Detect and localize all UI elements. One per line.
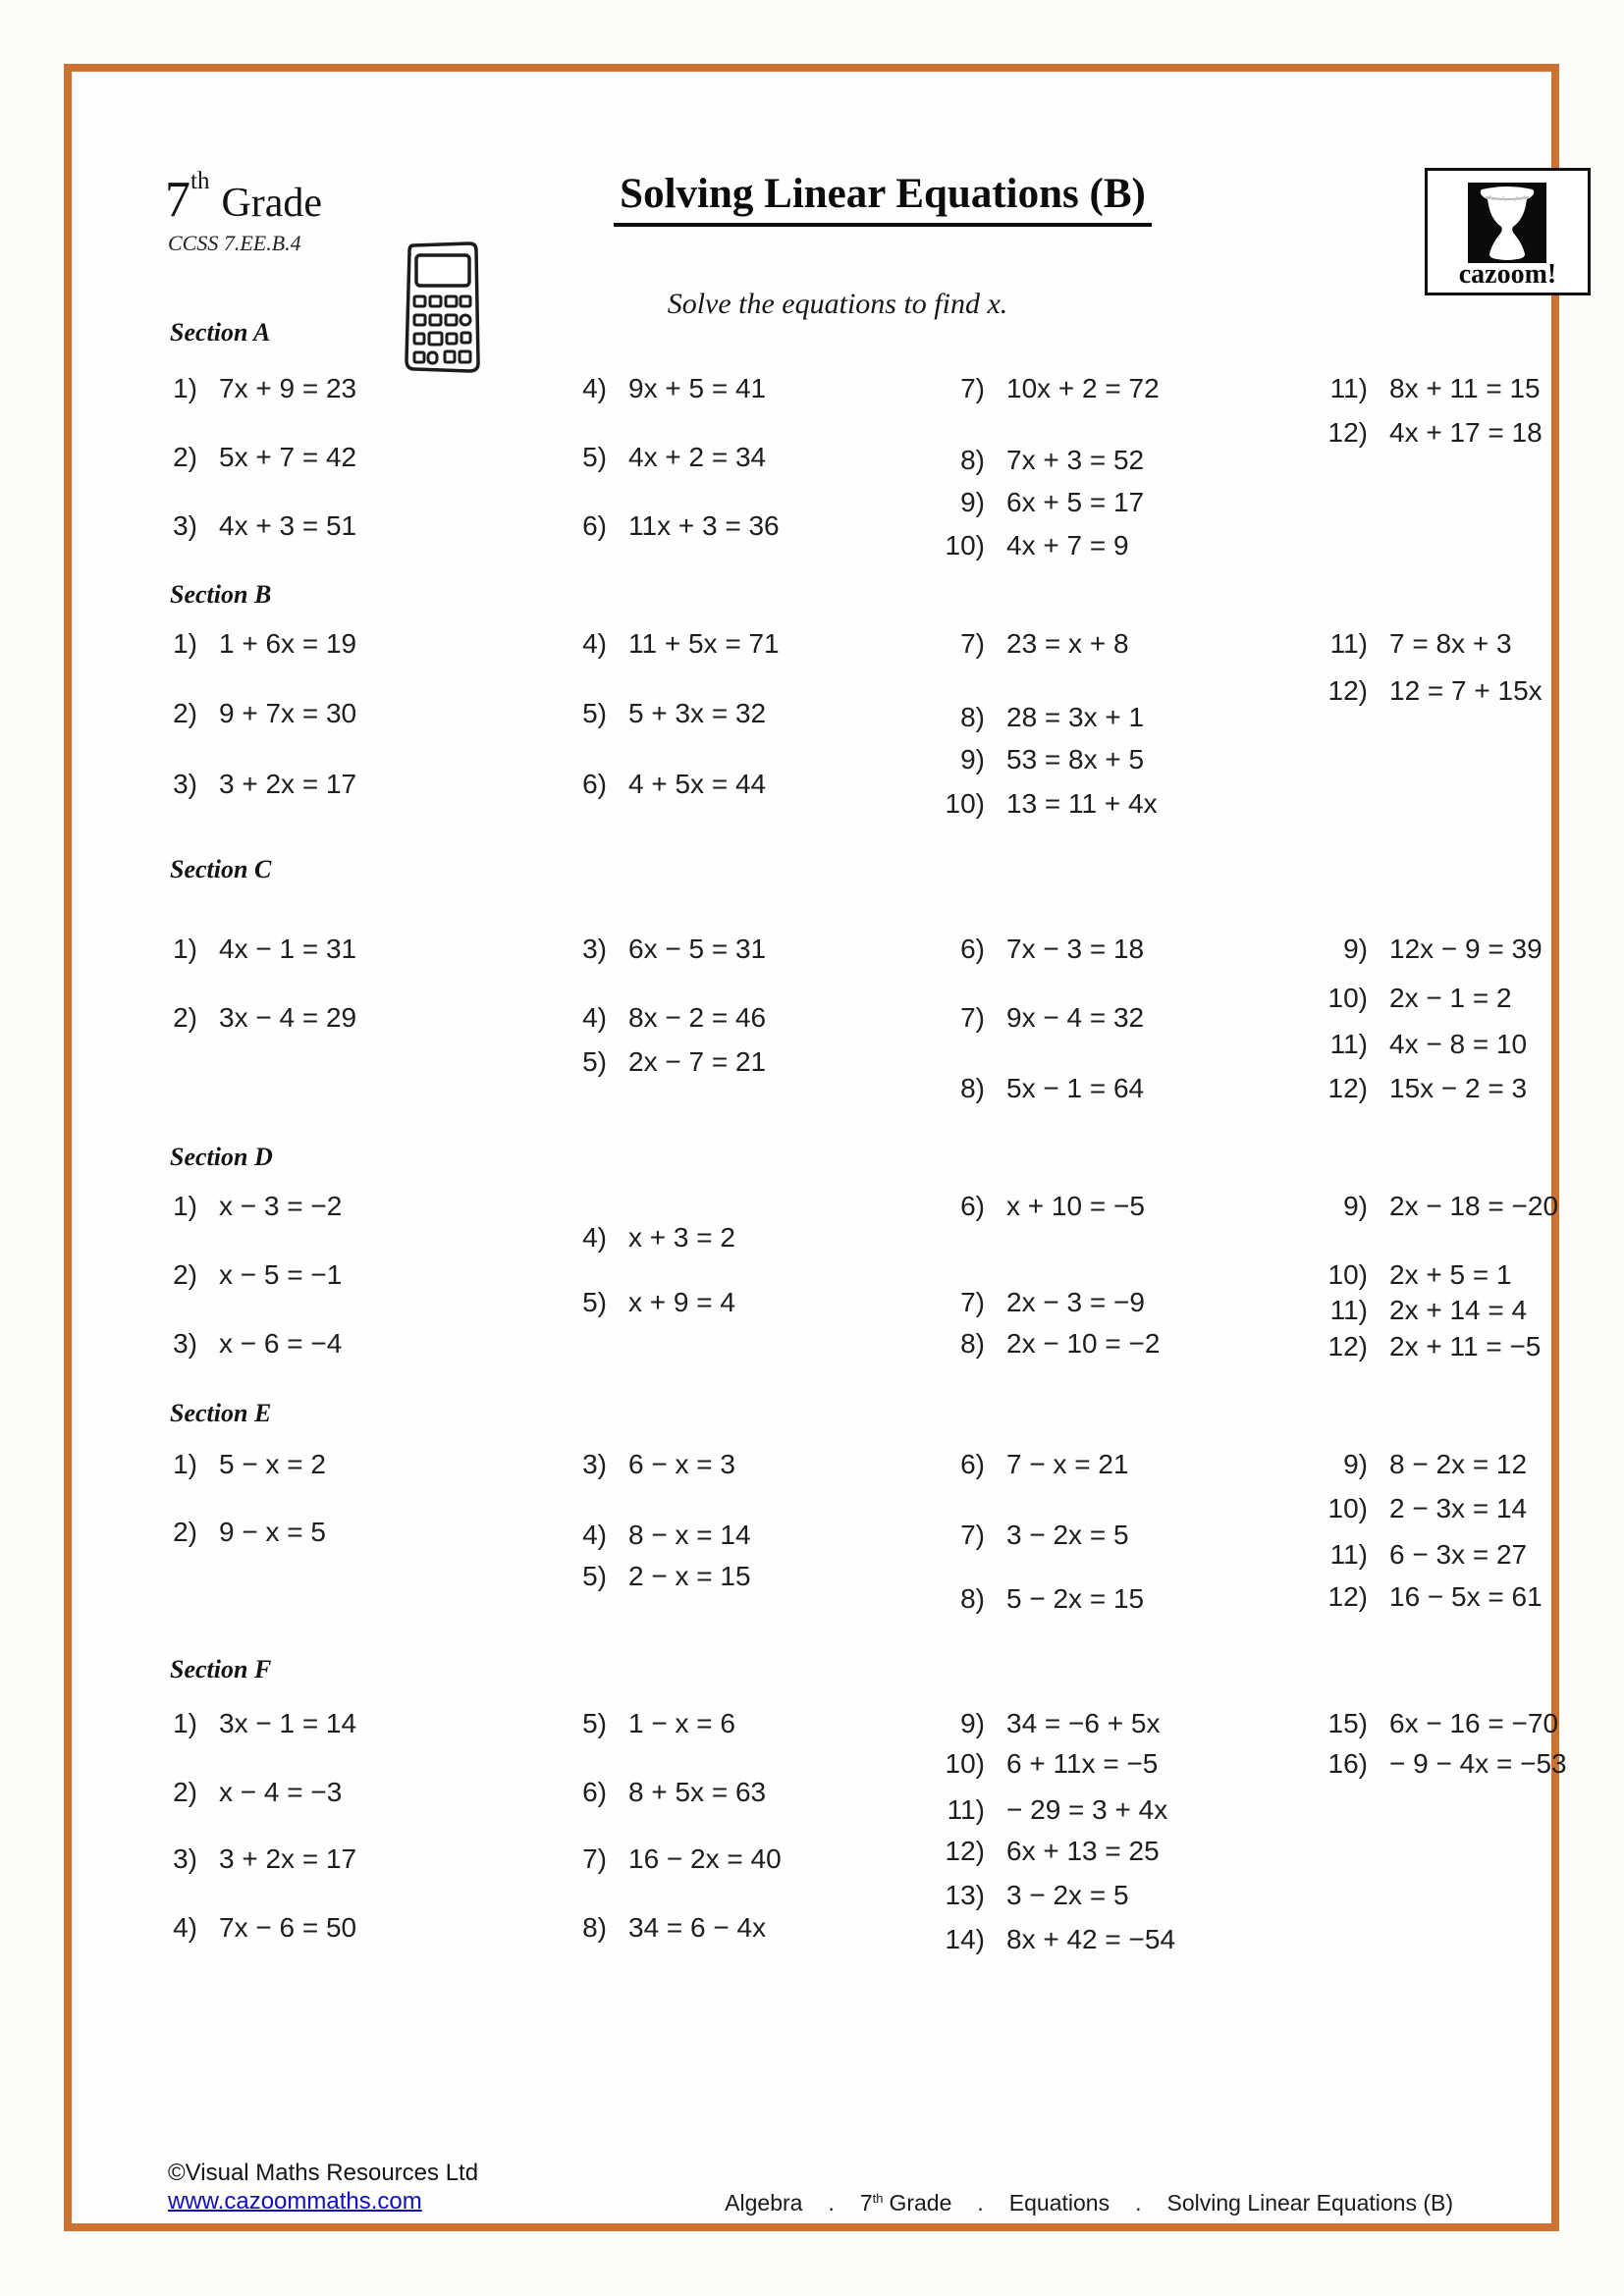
equation-number: 13)	[945, 1880, 985, 1910]
equation-number: 1)	[173, 628, 197, 659]
equation-number: 6)	[582, 510, 607, 541]
equation-text: 53 = 8x + 5	[1006, 744, 1145, 774]
equation-number: 11)	[947, 1794, 985, 1825]
equation-item	[518, 1777, 766, 1808]
equation-text: 7 − x = 21	[1006, 1449, 1129, 1479]
equation-number: 7)	[960, 1520, 985, 1550]
equation-text: 4x + 7 = 9	[1006, 530, 1129, 561]
equation-number: 5)	[582, 1561, 607, 1591]
breadcrumb-item-algebra: Algebra	[725, 2190, 803, 2216]
equation-text: 15x − 2 = 3	[1389, 1073, 1528, 1103]
equation-number: 2)	[173, 1777, 197, 1807]
equation-text: 8 − x = 14	[628, 1520, 751, 1550]
equation-text: 9 − x = 5	[219, 1517, 326, 1547]
equation-text: 6x + 13 = 25	[1006, 1836, 1160, 1866]
page-title: Solving Linear Equations (B)	[614, 170, 1152, 227]
equation-number: 6)	[582, 769, 607, 799]
breadcrumb-separator: .	[828, 2190, 835, 2216]
grade-suffix: th	[190, 168, 210, 194]
equation-number: 8)	[960, 1583, 985, 1614]
section-f-column-3	[896, 72, 1313, 2223]
equation-text: 7x + 9 = 23	[219, 373, 357, 403]
equation-text: x + 3 = 2	[628, 1222, 735, 1253]
equation-number: 11)	[1329, 628, 1368, 659]
section-c-label: Section C	[170, 855, 272, 883]
equation-number: 5)	[582, 698, 607, 728]
equation-text: 6x − 16 = −70	[1389, 1708, 1559, 1738]
equation-number: 1)	[173, 1708, 197, 1738]
equation-number: 15)	[1327, 1708, 1368, 1738]
equation-text: 1 + 6x = 19	[219, 628, 357, 659]
section-a-label: Section A	[170, 318, 271, 347]
equation-number: 3)	[582, 1449, 607, 1479]
equation-number: 9)	[960, 744, 985, 774]
grade-word: Grade	[221, 181, 323, 226]
equation-text: 10x + 2 = 72	[1006, 373, 1160, 403]
equation-number: 4)	[582, 1222, 607, 1253]
equation-number: 2)	[173, 698, 197, 728]
equation-number: 2)	[173, 1259, 197, 1290]
equation-text: x − 6 = −4	[219, 1328, 343, 1359]
equation-item	[896, 1924, 1175, 1955]
equation-text: 34 = 6 − 4x	[628, 1912, 767, 1943]
equation-item	[518, 1912, 766, 1944]
ccss-standard-label: CCSS 7.EE.B.4	[168, 231, 301, 255]
equation-number: 5)	[582, 442, 607, 472]
equation-item	[1279, 1708, 1558, 1739]
equation-text: 4x − 8 = 10	[1389, 1029, 1528, 1059]
equation-number: 9)	[1343, 1191, 1368, 1221]
equation-text: x + 9 = 4	[628, 1287, 735, 1317]
equation-text: 6x − 5 = 31	[628, 934, 767, 964]
equation-text: 16 − 5x = 61	[1389, 1581, 1543, 1612]
equation-number: 4)	[582, 628, 607, 659]
equation-text: 9 + 7x = 30	[219, 698, 357, 728]
equation-item	[896, 1836, 1160, 1867]
section-e-label: Section E	[170, 1399, 272, 1427]
equation-text: 3x − 1 = 14	[219, 1708, 357, 1738]
equation-number: 11)	[1329, 1029, 1368, 1059]
equation-item	[109, 1708, 356, 1739]
equation-number: 4)	[582, 373, 607, 403]
equation-text: 2x − 10 = −2	[1006, 1328, 1161, 1359]
equation-number: 16)	[1327, 1748, 1368, 1779]
equation-text: 5x − 1 = 64	[1006, 1073, 1145, 1103]
website-link[interactable]: www.cazoommaths.com	[168, 2188, 422, 2215]
equation-text: x − 5 = −1	[219, 1259, 343, 1290]
equation-text: 9x + 5 = 41	[628, 373, 767, 403]
worksheet-border	[64, 64, 1567, 2231]
equation-number: 5)	[582, 1287, 607, 1317]
equation-text: 8 + 5x = 63	[628, 1777, 767, 1807]
breadcrumb-separator: .	[1135, 2190, 1142, 2216]
equation-item	[518, 1708, 735, 1739]
breadcrumb	[725, 2190, 1453, 2216]
equation-text: 2x + 5 = 1	[1389, 1259, 1512, 1290]
equation-number: 4)	[582, 1002, 607, 1033]
equation-number: 12)	[1327, 1073, 1368, 1103]
equation-text: 3 + 2x = 17	[219, 1843, 357, 1874]
equation-number: 7)	[582, 1843, 607, 1874]
equation-text: 8 − 2x = 12	[1389, 1449, 1528, 1479]
section-d-label: Section D	[170, 1143, 273, 1171]
section-f-column-2	[518, 72, 935, 2223]
equation-number: 5)	[582, 1046, 607, 1077]
equation-number: 8)	[960, 445, 985, 475]
equation-number: 10)	[1327, 1493, 1368, 1523]
equation-number: 6)	[960, 1191, 985, 1221]
equation-text: 8x − 2 = 46	[628, 1002, 767, 1033]
equation-text: x − 4 = −3	[219, 1777, 343, 1807]
equation-number: 6)	[960, 934, 985, 964]
breadcrumb-item-grade: 7th Grade	[859, 2190, 952, 2216]
equation-text: 6 − x = 3	[628, 1449, 735, 1479]
equation-number: 9)	[1343, 1449, 1368, 1479]
equation-number: 3)	[173, 510, 197, 541]
equation-number: 2)	[173, 1517, 197, 1547]
equation-text: 3 + 2x = 17	[219, 769, 357, 799]
equation-item	[109, 1843, 356, 1875]
copyright-text: ©Visual Maths Resources Ltd	[168, 2160, 479, 2186]
equation-number: 3)	[582, 934, 607, 964]
equation-text: 12 = 7 + 15x	[1389, 675, 1543, 706]
equation-number: 10)	[945, 530, 985, 561]
equation-text: x − 3 = −2	[219, 1191, 343, 1221]
equation-number: 1)	[173, 1449, 197, 1479]
equation-text: 2x − 3 = −9	[1006, 1287, 1145, 1317]
equation-text: 11 + 5x = 71	[628, 628, 780, 659]
section-f-label: Section F	[170, 1655, 272, 1683]
equation-text: 3 − 2x = 5	[1006, 1520, 1129, 1550]
equation-text: 4x + 2 = 34	[628, 442, 767, 472]
equation-number: 6)	[582, 1777, 607, 1807]
cazoom-logo-text: cazoom!	[1458, 259, 1557, 290]
equation-item	[109, 1912, 356, 1944]
equation-text: 6 − 3x = 27	[1389, 1539, 1528, 1570]
equation-text: 5 − x = 2	[219, 1449, 326, 1479]
equation-text: x + 10 = −5	[1006, 1191, 1145, 1221]
equation-number: 8)	[582, 1912, 607, 1943]
equation-text: 8x + 42 = −54	[1006, 1924, 1176, 1954]
equation-text: 4x + 17 = 18	[1389, 417, 1543, 448]
equation-text: 2 − 3x = 14	[1389, 1493, 1528, 1523]
equation-number: 10)	[945, 788, 985, 819]
breadcrumb-separator: .	[977, 2190, 984, 2216]
equation-number: 10)	[945, 1748, 985, 1779]
equation-text: 34 = −6 + 5x	[1006, 1708, 1161, 1738]
equation-number: 4)	[173, 1912, 197, 1943]
equation-text: 7x − 6 = 50	[219, 1912, 357, 1943]
breadcrumb-item-equations: Equations	[1008, 2190, 1110, 2216]
equation-number: 7)	[960, 628, 985, 659]
equation-number: 14)	[945, 1924, 985, 1954]
equation-number: 1)	[173, 934, 197, 964]
equation-text: 5x + 7 = 42	[219, 442, 357, 472]
equation-text: 4 + 5x = 44	[628, 769, 767, 799]
equation-number: 10)	[1327, 1259, 1368, 1290]
equation-text: 2 − x = 15	[628, 1561, 751, 1591]
equation-number: 5)	[582, 1708, 607, 1738]
equation-number: 9)	[960, 487, 985, 517]
section-f-column-1	[109, 72, 525, 2223]
equation-text: 7x − 3 = 18	[1006, 934, 1145, 964]
section-f-column-4	[1279, 72, 1624, 2223]
equation-item	[896, 1880, 1129, 1911]
equation-text: 7 = 8x + 3	[1389, 628, 1512, 659]
equation-text: 9x − 4 = 32	[1006, 1002, 1145, 1033]
equation-text: 3x − 4 = 29	[219, 1002, 357, 1033]
equation-number: 7)	[960, 1287, 985, 1317]
equation-text: 11x + 3 = 36	[628, 510, 780, 541]
equation-item	[896, 1708, 1160, 1739]
equation-text: 5 + 3x = 32	[628, 698, 767, 728]
equation-text: 8x + 11 = 15	[1389, 373, 1541, 403]
equation-number: 1)	[173, 1191, 197, 1221]
instructions-text: Solve the equations to find x.	[667, 288, 1008, 320]
equation-text: 3 − 2x = 5	[1006, 1880, 1129, 1910]
equation-text: 6 + 11x = −5	[1006, 1748, 1159, 1779]
equation-number: 6)	[960, 1449, 985, 1479]
equation-number: 9)	[1343, 934, 1368, 964]
equation-text: 4x + 3 = 51	[219, 510, 357, 541]
equation-number: 2)	[173, 1002, 197, 1033]
equation-item	[109, 1777, 342, 1808]
equation-item	[896, 1748, 1158, 1780]
equation-number: 8)	[960, 1073, 985, 1103]
equation-number: 8)	[960, 1328, 985, 1359]
equation-item	[1279, 1748, 1567, 1780]
equation-item	[896, 1794, 1167, 1826]
equation-number: 11)	[1329, 1539, 1368, 1570]
grade-number: 7	[165, 172, 190, 228]
breadcrumb-item-worksheet: Solving Linear Equations (B)	[1166, 2190, 1453, 2216]
equation-number: 3)	[173, 1328, 197, 1359]
equation-number: 2)	[173, 442, 197, 472]
equation-number: 8)	[960, 702, 985, 732]
equation-text: 13 = 11 + 4x	[1006, 788, 1158, 819]
equation-text: 23 = x + 8	[1006, 628, 1129, 659]
equation-item	[518, 1843, 782, 1875]
equation-number: 12)	[1327, 1331, 1368, 1362]
equation-text: 12x − 9 = 39	[1389, 934, 1543, 964]
equation-number: 7)	[960, 1002, 985, 1033]
equation-number: 11)	[1329, 373, 1368, 403]
equation-text: − 29 = 3 + 4x	[1006, 1794, 1168, 1825]
equation-number: 7)	[960, 373, 985, 403]
equation-text: 2x + 11 = −5	[1389, 1331, 1542, 1362]
equation-text: 28 = 3x + 1	[1006, 702, 1145, 732]
equation-number: 10)	[1327, 983, 1368, 1013]
equation-text: 2x − 18 = −20	[1389, 1191, 1559, 1221]
equation-number: 3)	[173, 1843, 197, 1874]
equation-text: 2x + 14 = 4	[1389, 1295, 1528, 1325]
equation-number: 12)	[1327, 675, 1368, 706]
equation-text: 1 − x = 6	[628, 1708, 735, 1738]
equation-number: 12)	[1327, 1581, 1368, 1612]
equation-text: 2x − 1 = 2	[1389, 983, 1512, 1013]
equation-text: 6x + 5 = 17	[1006, 487, 1145, 517]
equation-text: 5 − 2x = 15	[1006, 1583, 1145, 1614]
equation-text: 2x − 7 = 21	[628, 1046, 767, 1077]
equation-text: 4x − 1 = 31	[219, 934, 357, 964]
equation-number: 1)	[173, 373, 197, 403]
equation-number: 12)	[945, 1836, 985, 1866]
section-b-label: Section B	[170, 580, 272, 609]
equation-text: − 9 − 4x = −53	[1389, 1748, 1567, 1779]
equation-number: 9)	[960, 1708, 985, 1738]
equation-number: 12)	[1327, 417, 1368, 448]
equation-number: 4)	[582, 1520, 607, 1550]
equation-text: 7x + 3 = 52	[1006, 445, 1145, 475]
equation-text: 16 − 2x = 40	[628, 1843, 782, 1874]
equation-number: 11)	[1329, 1295, 1368, 1325]
equation-number: 3)	[173, 769, 197, 799]
